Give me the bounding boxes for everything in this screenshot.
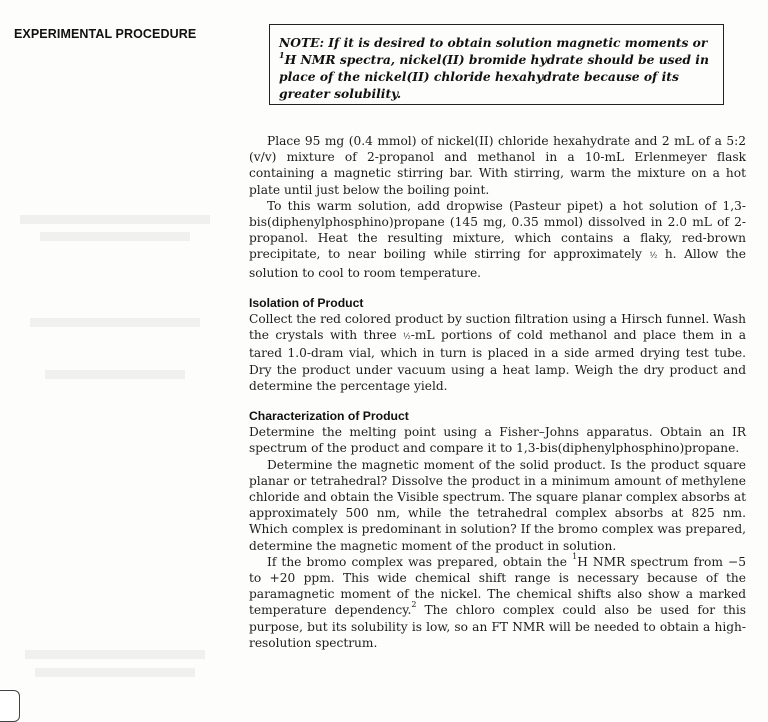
isolation-heading: Isolation of Product — [249, 295, 364, 310]
procedure-body — [249, 133, 746, 651]
note-text-2: H NMR spectra, nickel(II) bromide hydrate should be used in place of the nickel(II) chloride hexahydrate because of its greater solubility. — [279, 52, 709, 101]
fraction-half: ½ — [649, 251, 658, 261]
isolation-text-a: Collect the red colored product by suction filtration using a Hirsch funnel. Wash the crystals with three — [249, 312, 746, 343]
section-heading: EXPERIMENTAL PROCEDURE — [14, 27, 197, 41]
fraction-half: ½ — [403, 332, 411, 342]
characterization-paragraph-2: Determine the magnetic moment of the solid product. Is the product square planar or tetrahedral? Dissolve the product in a minimum amount of methylene chloride and obtain the Visible spectrum. The square planar complex absorbs at approximately 500 nm, while the tetrahedral complex absorbs at 825 nm. Which complex is predominant in solution? If the bromo complex was prepared, determine the magnetic moment of the product in solution. — [249, 457, 746, 553]
page-corner-frame — [0, 690, 20, 722]
characterization-paragraph-1: Determine the melting point using a Fisher–Johns apparatus. Obtain an IR spectrum of the product and compare it to 1,3-bis(diphenylphosphino)propane. — [249, 425, 746, 456]
note-superscript: 1 — [279, 50, 285, 60]
note-text-1: NOTE: If it is desired to obtain solution magnetic moments or — [279, 35, 708, 50]
paragraph-2-text-a: To this warm solution, add dropwise (Pasteur pipet) a hot solution of 1,3-bis(diphenylphosphino)propane (145 mg, 0.35 mmol) dissolved in 2.0 mL of 2-propanol. Heat the resulting mixture, which contains a flaky, red-brown precipitate, to near boiling while stirring for approximately — [249, 198, 746, 262]
nmr-superscript: 1 — [572, 551, 578, 561]
procedure-paragraph-1: Place 95 mg (0.4 mmol) of nickel(II) chloride hexahydrate and 2 mL of a 5:2 (v/v) mixture of 2-propanol and methanol in a 10-mL Erlenmeyer flask containing a magnetic stirring bar. With stirring, warm the mixture on a hot plate until just below the boiling point. — [249, 134, 746, 197]
reference-superscript: 2 — [411, 600, 417, 610]
isolation-paragraph — [249, 311, 746, 394]
characterization-paragraph-3 — [249, 551, 747, 651]
char-p3-text-b: H NMR spectrum from −5 to +20 ppm. This wide chemical shift range is necessary because of the paramagnetic moment of the nickel. The chemical shifts also show a marked temperature dependency. — [249, 554, 746, 618]
char-p3-text-c: The chloro complex could also be used for this purpose, but its solubility is low, so an FT NMR will be needed to obtain a high-resolution spectrum. — [249, 603, 747, 650]
isolation-text-b: -mL portions of cold methanol and place them in a tared 1.0-dram vial, which in turn is placed in a side armed drying test tube. Dry the product under vacuum using a heat lamp. Weigh the dry product and determine the percentage yield. — [249, 328, 746, 393]
char-p3-text-a: If the bromo complex was prepared, obtain the — [267, 554, 573, 569]
characterization-heading: Characterization of Product — [249, 409, 409, 424]
note-box — [269, 24, 724, 105]
paragraph-2-text-b: h. Allow the solution to cool to room temperature. — [249, 247, 746, 280]
procedure-paragraph-2 — [249, 198, 746, 281]
